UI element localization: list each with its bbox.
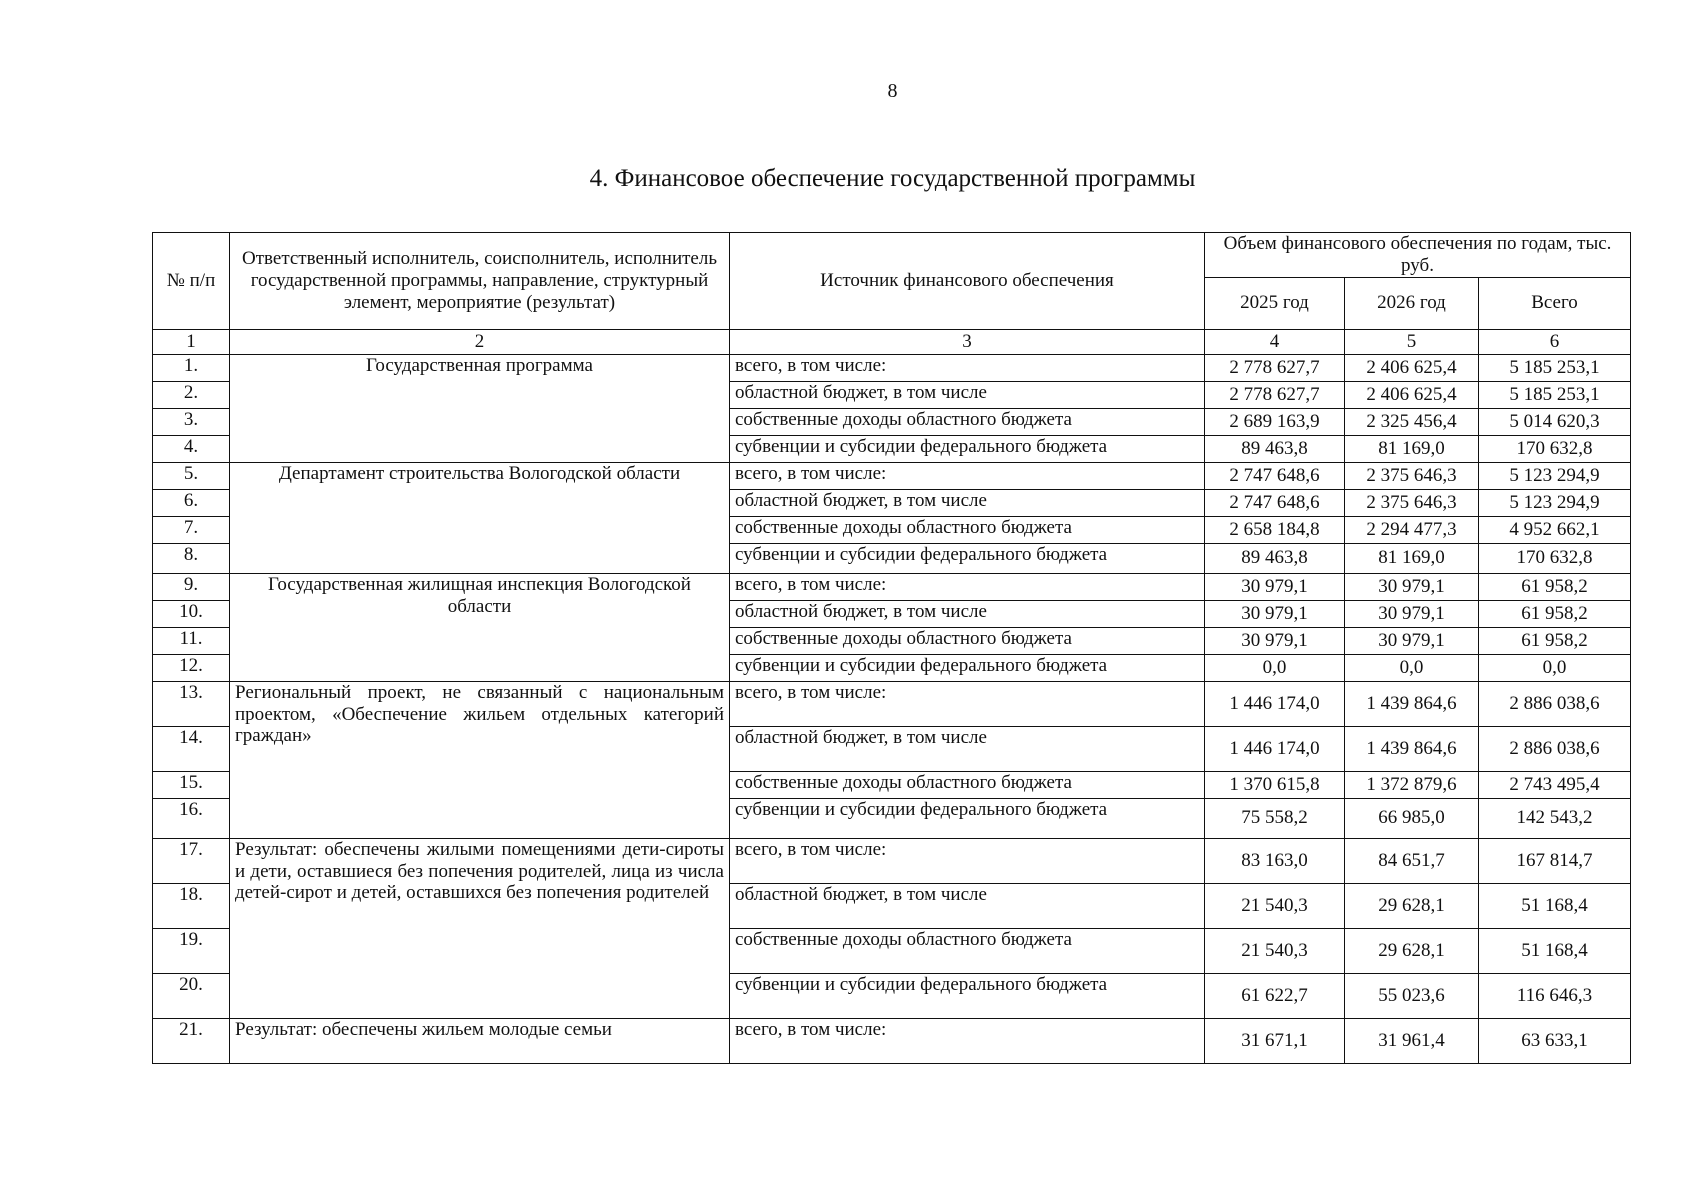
table-row: [153, 354, 1631, 381]
value-2026: 2 325 456,4: [1345, 408, 1479, 435]
value-2026: 55 023,6: [1345, 973, 1479, 1018]
value-2025: 61 622,7: [1205, 973, 1345, 1018]
row-number: 9.: [153, 573, 230, 600]
column-number: 1: [153, 329, 230, 354]
value-2025: 1 446 174,0: [1205, 681, 1345, 726]
value-2025: 2 658 184,8: [1205, 516, 1345, 543]
table-row: [153, 573, 1631, 600]
value-total: 5 123 294,9: [1479, 462, 1631, 489]
value-total: 61 958,2: [1479, 627, 1631, 654]
value-total: 51 168,4: [1479, 883, 1631, 928]
value-2026: 2 375 646,3: [1345, 489, 1479, 516]
value-2026: 29 628,1: [1345, 883, 1479, 928]
value-2025: 89 463,8: [1205, 543, 1345, 573]
value-total: 5 185 253,1: [1479, 354, 1631, 381]
value-total: 5 185 253,1: [1479, 381, 1631, 408]
column-number: 5: [1345, 329, 1479, 354]
column-number: 2: [230, 329, 730, 354]
value-total: 170 632,8: [1479, 435, 1631, 462]
value-total: 4 952 662,1: [1479, 516, 1631, 543]
value-2026: 1 439 864,6: [1345, 681, 1479, 726]
value-2025: 2 778 627,7: [1205, 381, 1345, 408]
value-2025: 31 671,1: [1205, 1018, 1345, 1063]
value-2025: 2 689 163,9: [1205, 408, 1345, 435]
value-2026: 2 294 477,3: [1345, 516, 1479, 543]
value-2025: 2 778 627,7: [1205, 354, 1345, 381]
financing-table: [152, 232, 1631, 1064]
source-cell: областной бюджет, в том числе: [730, 381, 1205, 408]
value-2025: 0,0: [1205, 654, 1345, 681]
value-total: 2 886 038,6: [1479, 681, 1631, 726]
value-2026: 81 169,0: [1345, 543, 1479, 573]
executor-cell: Результат: обеспечены жильем молодые семьи: [230, 1018, 730, 1063]
executor-cell: Департамент строительства Вологодской области: [230, 462, 730, 573]
header-executor: Ответственный исполнитель, соисполнитель, исполнитель государственной программы, направление, структурный элемент, мероприятие (результат): [230, 233, 730, 330]
value-2025: 89 463,8: [1205, 435, 1345, 462]
row-number: 19.: [153, 928, 230, 973]
table-row: [153, 838, 1631, 883]
source-cell: всего, в том числе:: [730, 681, 1205, 726]
row-number: 18.: [153, 883, 230, 928]
row-number: 14.: [153, 726, 230, 771]
value-2026: 2 375 646,3: [1345, 462, 1479, 489]
value-2026: 1 439 864,6: [1345, 726, 1479, 771]
source-cell: областной бюджет, в том числе: [730, 726, 1205, 771]
value-2026: 2 406 625,4: [1345, 354, 1479, 381]
source-cell: всего, в том числе:: [730, 354, 1205, 381]
row-number: 7.: [153, 516, 230, 543]
source-cell: субвенции и субсидии федерального бюджета: [730, 973, 1205, 1018]
row-number: 8.: [153, 543, 230, 573]
value-2025: 2 747 648,6: [1205, 489, 1345, 516]
value-2026: 29 628,1: [1345, 928, 1479, 973]
value-2026: 66 985,0: [1345, 798, 1479, 838]
executor-cell: Региональный проект, не связанный с национальным проектом, «Обеспечение жильем отдельных категорий граждан»: [230, 681, 730, 838]
value-2026: 30 979,1: [1345, 573, 1479, 600]
table-row: [153, 681, 1631, 726]
value-total: 170 632,8: [1479, 543, 1631, 573]
header-num: № п/п: [153, 233, 230, 330]
source-cell: областной бюджет, в том числе: [730, 489, 1205, 516]
value-2025: 1 446 174,0: [1205, 726, 1345, 771]
value-total: 61 958,2: [1479, 600, 1631, 627]
source-cell: собственные доходы областного бюджета: [730, 408, 1205, 435]
header-year-2025: 2025 год: [1205, 277, 1345, 329]
row-number: 12.: [153, 654, 230, 681]
header-source: Источник финансового обеспечения: [730, 233, 1205, 330]
source-cell: собственные доходы областного бюджета: [730, 928, 1205, 973]
source-cell: собственные доходы областного бюджета: [730, 771, 1205, 798]
value-total: 5 014 620,3: [1479, 408, 1631, 435]
value-total: 63 633,1: [1479, 1018, 1631, 1063]
row-number: 15.: [153, 771, 230, 798]
header-volume: Объем финансового обеспечения по годам, тыс. руб.: [1205, 233, 1631, 278]
value-total: 51 168,4: [1479, 928, 1631, 973]
column-number-row: [153, 329, 1631, 354]
value-2025: 30 979,1: [1205, 627, 1345, 654]
value-2026: 30 979,1: [1345, 600, 1479, 627]
value-2025: 75 558,2: [1205, 798, 1345, 838]
row-number: 13.: [153, 681, 230, 726]
value-total: 0,0: [1479, 654, 1631, 681]
value-2025: 83 163,0: [1205, 838, 1345, 883]
value-total: 2 886 038,6: [1479, 726, 1631, 771]
table-row: [153, 462, 1631, 489]
source-cell: субвенции и субсидии федерального бюджета: [730, 543, 1205, 573]
source-cell: всего, в том числе:: [730, 1018, 1205, 1063]
value-2026: 31 961,4: [1345, 1018, 1479, 1063]
row-number: 17.: [153, 838, 230, 883]
row-number: 10.: [153, 600, 230, 627]
executor-cell: Государственная жилищная инспекция Вологодской области: [230, 573, 730, 681]
source-cell: областной бюджет, в том числе: [730, 600, 1205, 627]
value-2026: 2 406 625,4: [1345, 381, 1479, 408]
value-total: 142 543,2: [1479, 798, 1631, 838]
row-number: 6.: [153, 489, 230, 516]
source-cell: всего, в том числе:: [730, 573, 1205, 600]
row-number: 4.: [153, 435, 230, 462]
source-cell: субвенции и субсидии федерального бюджета: [730, 654, 1205, 681]
row-number: 11.: [153, 627, 230, 654]
source-cell: областной бюджет, в том числе: [730, 883, 1205, 928]
source-cell: всего, в том числе:: [730, 838, 1205, 883]
value-total: 61 958,2: [1479, 573, 1631, 600]
value-2025: 1 370 615,8: [1205, 771, 1345, 798]
value-2025: 21 540,3: [1205, 928, 1345, 973]
value-2026: 84 651,7: [1345, 838, 1479, 883]
source-cell: субвенции и субсидии федерального бюджета: [730, 435, 1205, 462]
value-2026: 30 979,1: [1345, 627, 1479, 654]
executor-cell: Результат: обеспечены жилыми помещениями дети-сироты и дети, оставшиеся без попечения родителей, лица из числа детей-сирот и детей, оставшихся без попечения родителей: [230, 838, 730, 1018]
table-row: [153, 1018, 1631, 1063]
executor-cell: Государственная программа: [230, 354, 730, 462]
source-cell: собственные доходы областного бюджета: [730, 516, 1205, 543]
value-total: 116 646,3: [1479, 973, 1631, 1018]
value-2026: 81 169,0: [1345, 435, 1479, 462]
row-number: 16.: [153, 798, 230, 838]
row-number: 21.: [153, 1018, 230, 1063]
value-2026: 0,0: [1345, 654, 1479, 681]
value-2025: 30 979,1: [1205, 573, 1345, 600]
source-cell: всего, в том числе:: [730, 462, 1205, 489]
value-2025: 21 540,3: [1205, 883, 1345, 928]
page-number: 8: [887, 80, 898, 102]
column-number: 3: [730, 329, 1205, 354]
value-total: 2 743 495,4: [1479, 771, 1631, 798]
column-number: 6: [1479, 329, 1631, 354]
row-number: 5.: [153, 462, 230, 489]
value-total: 5 123 294,9: [1479, 489, 1631, 516]
value-2025: 30 979,1: [1205, 600, 1345, 627]
row-number: 2.: [153, 381, 230, 408]
row-number: 3.: [153, 408, 230, 435]
section-title: 4. Финансовое обеспечение государственной программы: [589, 165, 1196, 192]
value-2026: 1 372 879,6: [1345, 771, 1479, 798]
value-2025: 2 747 648,6: [1205, 462, 1345, 489]
row-number: 1.: [153, 354, 230, 381]
source-cell: субвенции и субсидии федерального бюджета: [730, 798, 1205, 838]
value-total: 167 814,7: [1479, 838, 1631, 883]
source-cell: собственные доходы областного бюджета: [730, 627, 1205, 654]
row-number: 20.: [153, 973, 230, 1018]
column-number: 4: [1205, 329, 1345, 354]
header-total: Всего: [1479, 277, 1631, 329]
header-year-2026: 2026 год: [1345, 277, 1479, 329]
